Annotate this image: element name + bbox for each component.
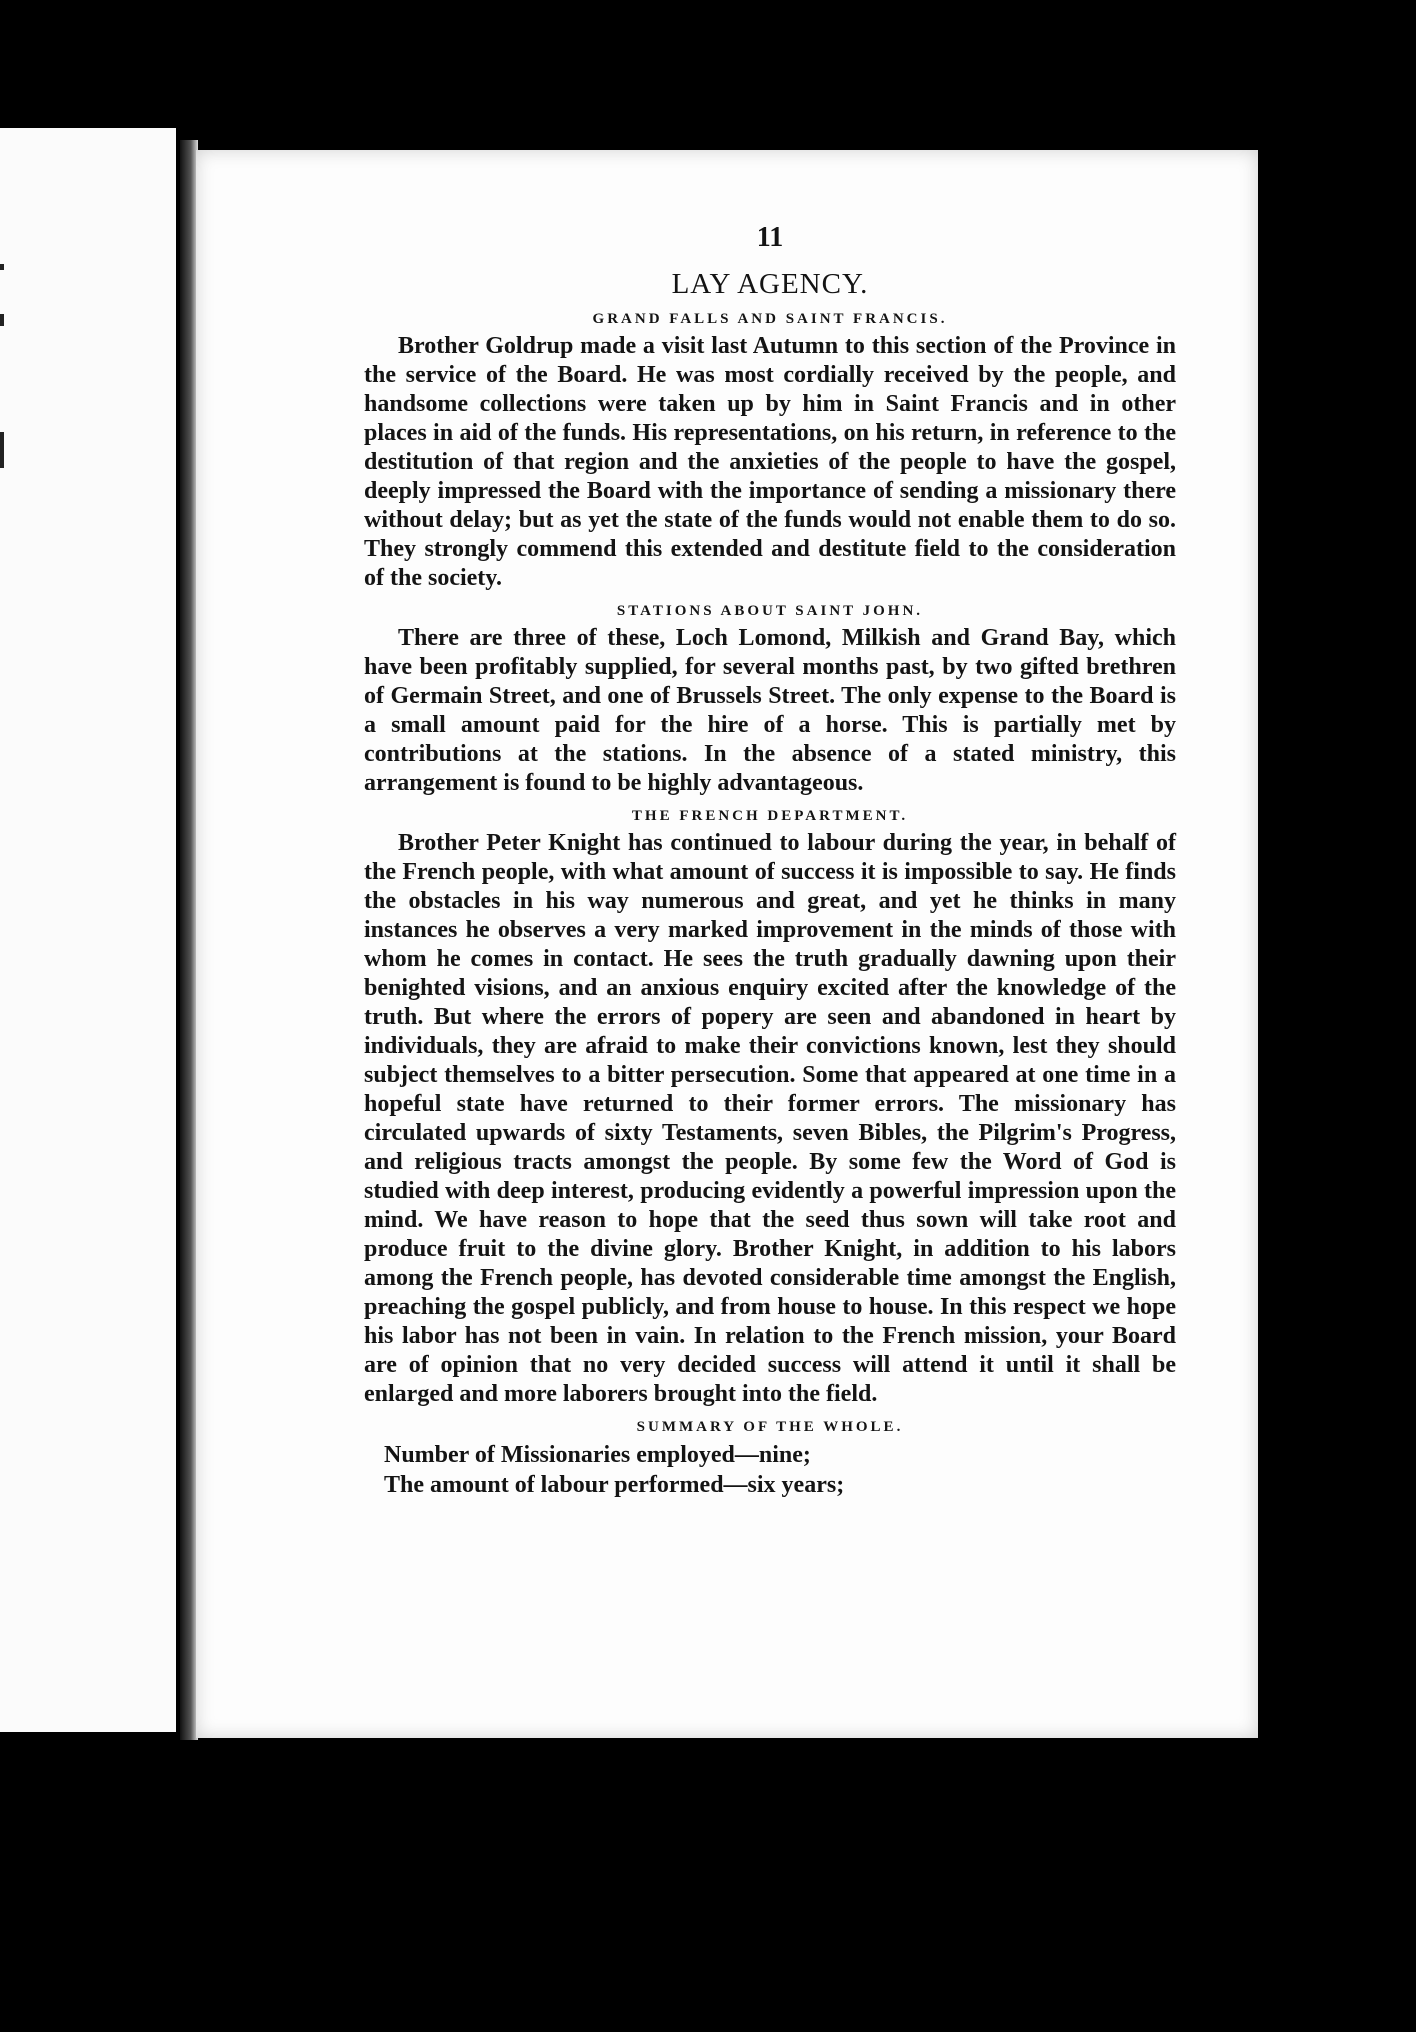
section-heading-french-department: THE FRENCH DEPARTMENT. (631, 808, 909, 824)
summary-line: Number of Missionaries employed—nine; (384, 1442, 811, 1468)
page-number: 11 (756, 222, 784, 253)
facing-page-edge (0, 128, 176, 1732)
section-heading-saint-john: STATIONS ABOUT SAINT JOHN. (616, 603, 924, 619)
section-body-grand-falls: Brother Goldrup made a visit last Autumn to this section of the Province in the service of the Board. He was most cordially received by the people, and handsome collections were taken up by him in Saint Francis and in other places in aid of the funds. His representations, on his return, in reference to the destitution of that region and the anxieties of the people to have the gospel, deeply impressed the Board with the importance of sending a missionary there without delay; but as yet the state of the funds would not enable them to do so. They strongly commend this extended and destitute field to the consideration of the society. (364, 333, 1176, 591)
page-text (364, 206, 1176, 1500)
summary-line: The amount of labour performed—six years; (384, 1472, 845, 1498)
section-body-french-department: Brother Peter Knight has continued to labour during the year, in behalf of the French people, with what amount of success it is impossible to say. He finds the obstacles in his way numerous and great, and yet he thinks in many instances he observes a very marked improvement in the minds of those with whom he comes in contact. He sees the truth gradually dawning upon their benighted visions, and an anxious enquiry excited after the knowledge of the truth. But where the errors of popery are seen and abandoned in heart by individuals, they are afraid to make their convictions known, lest they should subject themselves to a bitter persecution. Some that appeared at one time in a hopeful state have returned to their former errors. The missionary has circulated upwards of sixty Testaments, seven Bibles, the Pilgrim's Progress, and religious tracts amongst the people. By some few the Word of God is studied with deep interest, producing evidently a powerful impression upon the mind. We have reason to hope that the seed thus sown will take root and produce fruit to the divine glory. Brother Knight, in addition to his labors among the French people, has devoted considerable time amongst the English, preaching the gospel publicly, and from house to house. In this respect we hope his labor has not been in vain. In relation to the French mission, your Board are of opinion that no very decided success will attend it until it shall be enlarged and more laborers brought into the field. (364, 830, 1176, 1407)
section-heading-grand-falls: GRAND FALLS AND SAINT FRANCIS. (592, 311, 948, 327)
section-body-saint-john: There are three of these, Loch Lomond, Milkish and Grand Bay, which have been profitably supplied, for several months past, by two gifted brethren of Germain Street, and one of Brussels Street. The only expense to the Board is a small amount paid for the hire of a horse. This is partially met by contributions at the stations. In the absence of a stated ministry, this arrangement is found to be highly advantageous. (364, 625, 1176, 796)
summary-heading: SUMMARY OF THE WHOLE. (636, 1419, 904, 1435)
page-title: LAY AGENCY. (671, 268, 869, 300)
